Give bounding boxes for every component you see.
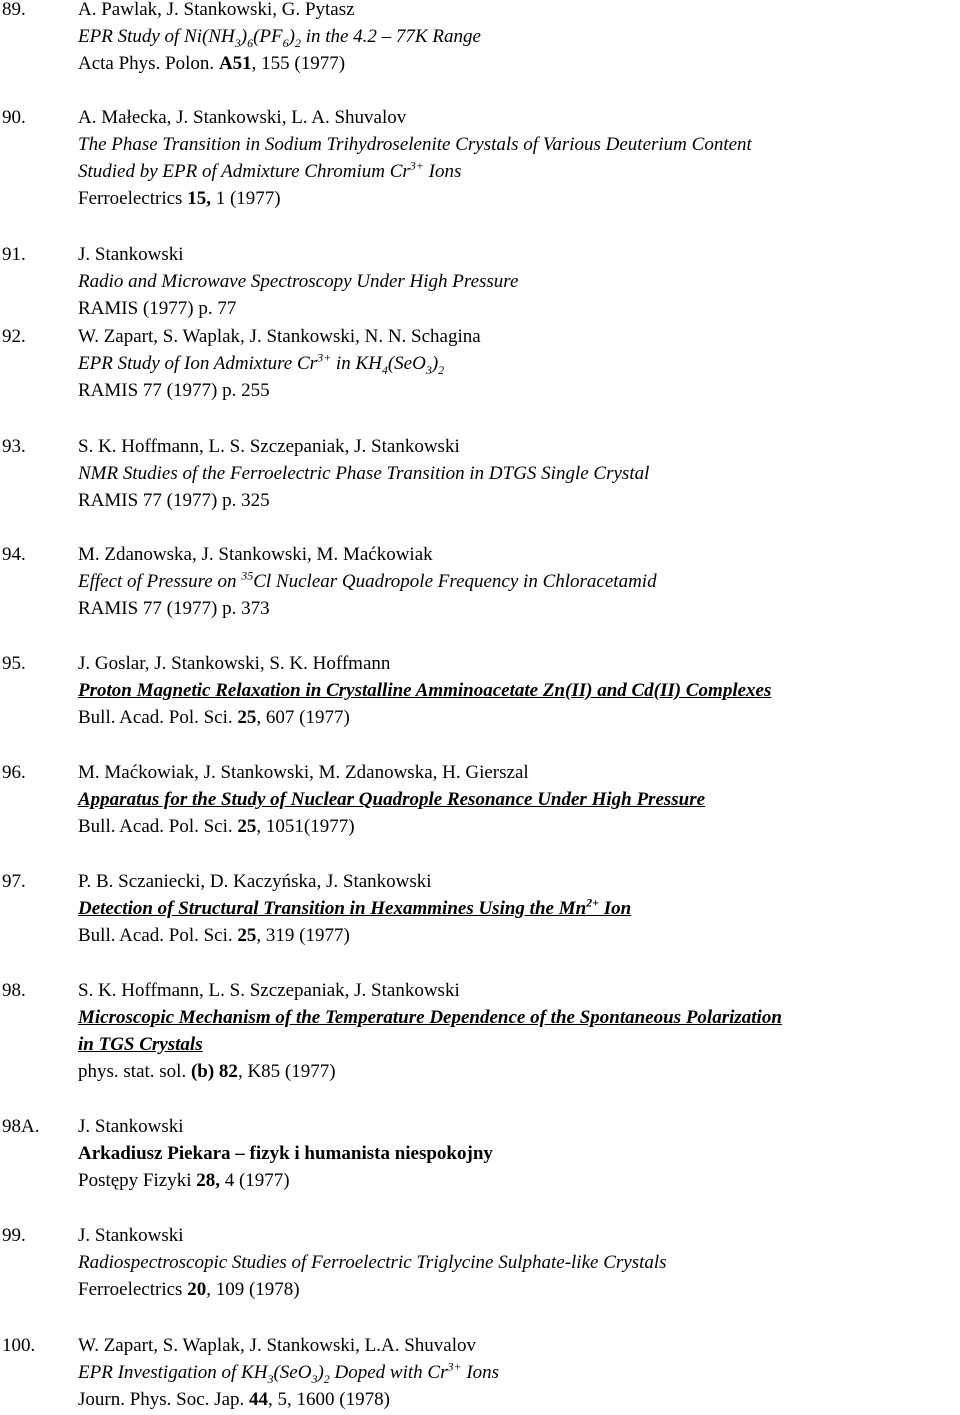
entry-source: Bull. Acad. Pol. Sci. 25, 319 (1977): [78, 925, 350, 946]
entry-source: Bull. Acad. Pol. Sci. 25, 1051(1977): [78, 816, 355, 837]
entry-number: 94.: [2, 544, 26, 565]
entry-source: Ferroelectrics 20, 109 (1978): [78, 1279, 300, 1300]
entry-source: Journ. Phys. Soc. Jap. 44, 5, 1600 (1978): [78, 1389, 390, 1410]
entry-title: Proton Magnetic Relaxation in Crystalline Amminoacetate Zn(II) and Cd(II) Complexes: [78, 680, 772, 701]
entry-authors: M. Maćkowiak, J. Stankowski, M. Zdanowska, H. Gierszal: [78, 762, 529, 783]
entry-source: phys. stat. sol. (b) 82, K85 (1977): [78, 1061, 336, 1082]
entry-title: The Phase Transition in Sodium Trihydroselenite Crystals of Various Deuterium Content: [78, 134, 752, 155]
entry-title: NMR Studies of the Ferroelectric Phase Transition in DTGS Single Crystal: [78, 463, 650, 484]
entry-number: 96.: [2, 762, 26, 783]
entry-authors: W. Zapart, S. Waplak, J. Stankowski, N. N. Schagina: [78, 326, 481, 347]
entry-title: EPR Investigation of $KH_3(SeO_3)_2$ Doped with $Cr^{3+}$ Ions: [78, 1359, 500, 1386]
entry-authors: S. K. Hoffmann, L. S. Szczepaniak, J. Stankowski: [78, 436, 460, 457]
entry-title: Radiospectroscopic Studies of Ferroelectric Triglycine Sulphate-like Crystals: [78, 1252, 667, 1273]
entry-number: 99.: [2, 1225, 26, 1246]
entry-source: RAMIS 77 (1977) p. 255: [78, 380, 270, 401]
entry-authors: J. Stankowski: [78, 1225, 184, 1246]
entry-source: Bull. Acad. Pol. Sci. 25, 607 (1977): [78, 707, 350, 728]
entry-authors: M. Zdanowska, J. Stankowski, M. Maćkowiak: [78, 544, 433, 565]
entry-authors: J. Goslar, J. Stankowski, S. K. Hoffmann: [78, 653, 391, 674]
entry-title: Effect of Pressure on $^{35}$Cl Nuclear Quadropole Frequency in Chloracetamid: [78, 568, 657, 592]
entry-authors: W. Zapart, S. Waplak, J. Stankowski, L.A. Shuvalov: [78, 1335, 476, 1356]
entry-authors: S. K. Hoffmann, L. S. Szczepaniak, J. Stankowski: [78, 980, 460, 1001]
entry-source: Ferroelectrics 15, 1 (1977): [78, 188, 281, 209]
entry-source: RAMIS (1977) p. 77: [78, 298, 237, 319]
entry-authors: J. Stankowski: [78, 244, 184, 265]
entry-source: Postępy Fizyki 28, 4 (1977): [78, 1170, 290, 1191]
entry-number: 95.: [2, 653, 26, 674]
entry-source: RAMIS 77 (1977) p. 373: [78, 598, 270, 619]
entry-number: 90.: [2, 107, 26, 128]
entry-title-continued: Studied by EPR of Admixture Chromium $Cr^{3+}$ Ions: [78, 158, 462, 182]
entry-source: Acta Phys. Polon. A51, 155 (1977): [78, 53, 346, 74]
entry-title: EPR Study of Ion Admixture $Cr^{3+}$ in $KH_4(SeO_3)_2$: [78, 350, 445, 377]
entry-number: 93.: [2, 436, 26, 457]
entry-title: Detection of Structural Transition in Hexammines Using the $Mn^{2+}$ Ion: [78, 895, 632, 919]
entry-authors: P. B. Sczaniecki, D. Kaczyńska, J. Stankowski: [78, 871, 432, 892]
entry-title: Radio and Microwave Spectroscopy Under High Pressure: [78, 271, 519, 292]
entry-title: Apparatus for the Study of Nuclear Quadrople Resonance Under High Pressure: [78, 789, 706, 810]
entry-title-continued: in TGS Crystals: [78, 1034, 203, 1055]
entry-authors: A. Pawlak, J. Stankowski, G. Pytasz: [78, 0, 355, 20]
entry-authors: J. Stankowski: [78, 1116, 184, 1137]
entry-number: 100.: [2, 1335, 36, 1356]
entry-number: 97.: [2, 871, 26, 892]
entry-title: EPR Study of $Ni(NH_3)_6(PF_6)_2$ in the 4.2 – 77K Range: [78, 26, 481, 50]
entry-number: 92.: [2, 326, 26, 347]
entry-number: 91.: [2, 244, 26, 265]
entry-source: RAMIS 77 (1977) p. 325: [78, 490, 270, 511]
entry-title: Microscopic Mechanism of the Temperature Dependence of the Spontaneous Polarization: [78, 1007, 782, 1028]
entry-number: 98A.: [2, 1116, 40, 1137]
entry-number: 89.: [2, 0, 26, 20]
entry-authors: A. Małecka, J. Stankowski, L. A. Shuvalov: [78, 107, 407, 128]
entry-number: 98.: [2, 980, 26, 1001]
entry-title: Arkadiusz Piekara – fizyk i humanista niespokojny: [78, 1143, 493, 1164]
